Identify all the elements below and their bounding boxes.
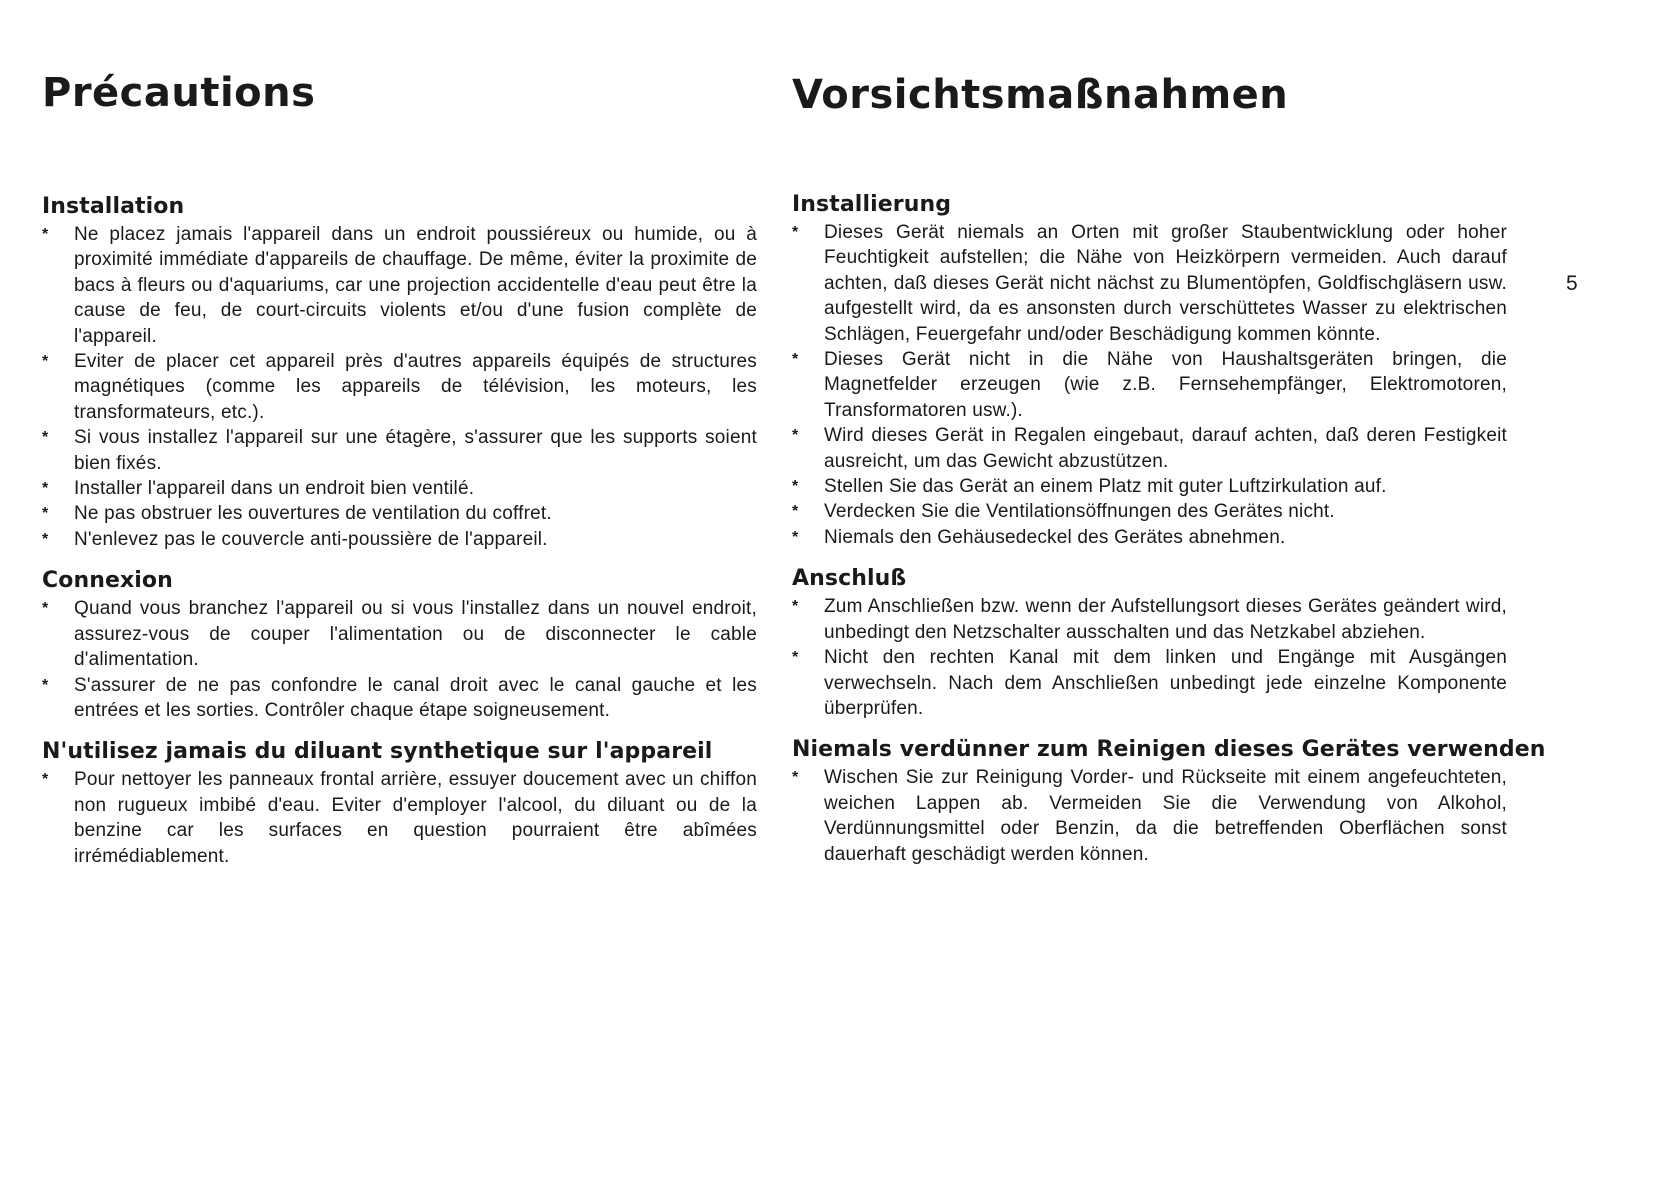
bullet-text: S'assurer de ne pas confondre le canal droit avec le canal gauche et les entrées et les sorties. Contrôler chaque étape soigneusement.: [74, 674, 757, 721]
bullet-item: [42, 596, 757, 672]
bullet-text: Ne placez jamais l'appareil dans un endroit poussiéreux ou humide, ou à proximité immédiate d'appareils de chauffage. De même, éviter la proximite de bacs à fleurs ou d'aquariums, car une projection accidentelle d'eau peut être la cause de feu, de court-circuits violents et/ou d'une fusion complète de l'appareil.: [74, 224, 757, 347]
bullet-item: [792, 499, 1507, 524]
bullet-text: Stellen Sie das Gerät an einem Platz mit guter Luftzirkulation auf.: [824, 476, 1387, 498]
bullet-text: Wischen Sie zur Reinigung Vorder- und Rückseite mit einem angefeuchteten, weichen Lappen ab. Vermeiden Sie die Verwendung von Alkohol, Verdünnungsmittel oder Benzin, da die betreffenden Oberflächen sonst dauerhaft geschädigt werden können.: [824, 767, 1507, 865]
bullet-item: [792, 220, 1507, 347]
section-diluant-fr: [42, 737, 757, 869]
bullet-item: [42, 501, 757, 526]
bullet-marker: *: [792, 478, 799, 496]
bullet-text: Dieses Gerät nicht in die Nähe von Haushaltsgeräten bringen, die Magnetfelder erzeugen (wie z.B. Fernsehempfänger, Elektromotoren, Transformatoren usw.).: [824, 349, 1507, 421]
bullet-item: [42, 767, 757, 869]
german-sections: [792, 190, 1546, 867]
bullet-marker: *: [792, 427, 799, 445]
french-sections: [42, 192, 757, 869]
bullet-text: N'enlevez pas le couvercle anti-poussière de l'appareil.: [74, 528, 548, 550]
section-anschluss-de: [792, 564, 1507, 721]
bullet-text: Pour nettoyer les panneaux frontal arrière, essuyer doucement avec un chiffon non rugueux imbibé d'eau. Eviter d'employer l'alcool, du diluant ou de la benzine car les surfaces en question pourraient être abîmées irrémédiablement.: [74, 769, 757, 867]
bullet-text: Si vous installez l'appareil sur une étagère, s'assurer que les supports soient bien fixés.: [74, 427, 757, 474]
section-heading: N'utilisez jamais du diluant synthetique sur l'appareil: [42, 739, 713, 765]
bullet-item: [792, 645, 1507, 721]
bullet-marker: *: [42, 480, 49, 498]
section-heading: Niemals verdünner zum Reinigen dieses Gerätes verwenden: [792, 737, 1546, 763]
bullet-text: Wird dieses Gerät in Regalen eingebaut, darauf achten, daß deren Festigkeit ausreicht, um das Gewicht abzustützen.: [824, 425, 1507, 472]
bullet-marker: *: [42, 676, 49, 694]
bullet-text: Zum Anschließen bzw. wenn der Aufstellungsort dieses Gerätes geändert wird, unbedingt den Netzschalter ausschalten und das Netzkabel abziehen.: [824, 596, 1507, 643]
bullet-item: [792, 594, 1507, 645]
bullet-item: [42, 476, 757, 501]
bullet-item: [792, 474, 1507, 499]
bullet-marker: *: [792, 224, 799, 241]
bullet-marker: *: [792, 528, 799, 546]
bullet-item: [792, 423, 1507, 474]
bullet-marker: *: [792, 769, 799, 787]
bullet-item: [42, 222, 757, 349]
bullet-text: Ne pas obstruer les ouvertures de ventilation du coffret.: [74, 503, 552, 525]
section-installation-fr: [42, 192, 757, 552]
section-heading: Connexion: [42, 568, 173, 594]
bullet-marker: *: [792, 503, 799, 521]
section-heading: Installation: [42, 194, 185, 219]
bullet-text: Eviter de placer cet appareil près d'autres appareils équipés de structures magnétiques (comme les appareils de télévision, les moteurs, les transformateurs, etc.).: [74, 351, 757, 423]
bullet-text: Installer l'appareil dans un endroit bien ventilé.: [74, 478, 475, 500]
bullet-text: Nicht den rechten Kanal mit dem linken und Engänge mit Ausgängen verwechseln. Nach dem Anschließen unbedingt jede einzelne Komponente überprüfen.: [824, 647, 1507, 719]
bullet-item: [792, 525, 1507, 550]
bullet-marker: *: [42, 771, 49, 789]
bullet-text: Quand vous branchez l'appareil ou si vous l'installez dans un nouvel endroit, assurez-vous de couper l'alimentation ou de disconnecter le cable d'alimentation.: [74, 598, 757, 671]
bullet-item: [42, 349, 757, 425]
bullet-item: [42, 527, 757, 552]
bullet-marker: *: [42, 505, 49, 523]
bullet-marker: *: [792, 649, 799, 667]
page-title-german: Vorsichtsmaßnahmen: [792, 72, 1289, 118]
bullet-item: [792, 347, 1507, 423]
section-reinigung-de: [792, 735, 1546, 867]
bullet-list: [42, 767, 757, 869]
bullet-list: [792, 765, 1507, 867]
bullet-marker: *: [42, 530, 49, 548]
bullet-text: Niemals den Gehäusedeckel des Gerätes abnehmen.: [824, 526, 1286, 548]
bullet-item: [792, 765, 1507, 867]
bullet-marker: *: [42, 353, 49, 371]
section-heading: Anschluß: [792, 566, 907, 592]
section-heading: Installierung: [792, 192, 952, 217]
section-connexion-fr: [42, 566, 757, 723]
bullet-list: [792, 220, 1507, 550]
bullet-text: Dieses Gerät niemals an Orten mit großer Staubentwicklung oder hoher Feuchtigkeit aufstellen; die Nähe von Heizkörpern vermeiden. Auch darauf achten, daß dieses Gerät nicht nächst zu Blumentöpfen, Goldfischgläsern usw. aufgestellt wird, da es ansonsten durch verschüttetes Wasser zu elektrischen Schlägen, Feuergefahr und/oder Beschädigung kommen könnte.: [824, 222, 1507, 345]
page-title-french: Précautions: [42, 70, 316, 116]
bullet-item: [42, 673, 757, 724]
bullet-list: [42, 222, 757, 552]
bullet-marker: *: [42, 429, 49, 447]
section-installierung-de: [792, 190, 1507, 550]
bullet-item: [42, 425, 757, 476]
bullet-list: [792, 594, 1507, 721]
bullet-marker: *: [792, 598, 799, 616]
bullet-marker: *: [792, 351, 799, 369]
bullet-marker: *: [42, 226, 49, 243]
bullet-text: Verdecken Sie die Ventilationsöffnungen des Gerätes nicht.: [824, 501, 1335, 523]
page-number: 5: [1566, 272, 1578, 295]
bullet-list: [42, 596, 757, 723]
bullet-marker: *: [42, 600, 49, 618]
